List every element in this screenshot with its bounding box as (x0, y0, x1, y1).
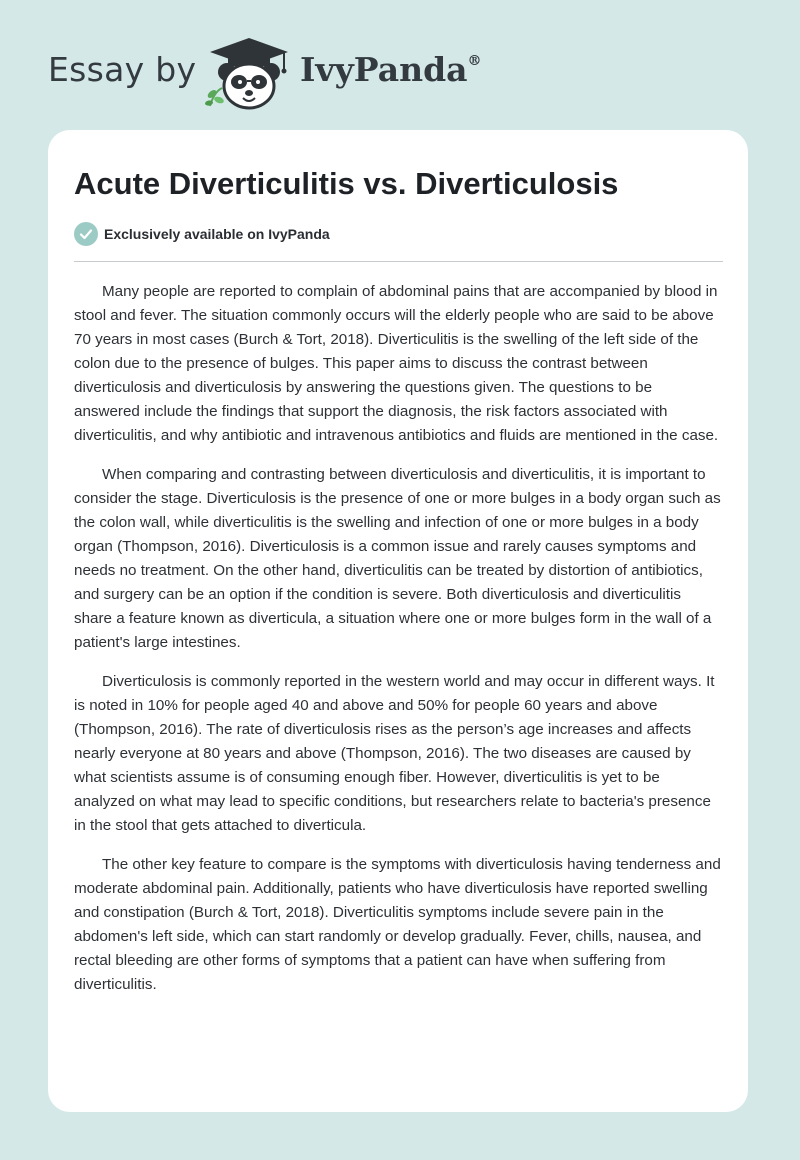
site-header (0, 0, 800, 130)
brand-name[interactable] (300, 50, 482, 89)
essay-body (74, 280, 722, 1012)
page-title: Acute Diverticulitis vs. Diverticulosis (74, 166, 619, 201)
paragraph: The other key feature to compare is the symptoms with diverticulosis having tenderness and moderate abdominal pain. Additionally, patients who have diverticulosis have reported swelling and constipation (Burch & Tort, 2018). Diverticulitis symptoms include severe pain in the abdomen's left side, which can start randomly or develop gradually. Fever, chills, nausea, and rectal bleeding are other forms of symptoms that a patient can have when suffering from diverticulitis. (74, 856, 721, 993)
divider (74, 261, 723, 262)
paragraph: When comparing and contrasting between diverticulosis and diverticulitis, it is important to consider the stage. Diverticulosis is the presence of one or more bulges in a body organ such as the colon wall, while diverticulitis is the swelling and infection of one or more bulges in a body organ (Thompson, 2016). Diverticulosis is a common issue and rarely causes symptoms and needs no treatment. On the other hand, diverticulitis can be treated by distortion of antibiotics, and surgery can be an option if the condition is severe. Both diverticulosis and diverticulitis share a feature known as diverticula, a situation where one or more bulges form in the wall of a patient's large intestines. (74, 466, 721, 651)
brand-name-text: IvyPanda (300, 50, 468, 89)
essay-card (48, 130, 748, 1112)
registered-mark: ® (467, 53, 482, 69)
essay-by-label: Essay by (48, 50, 197, 89)
exclusive-badge-label: Exclusively available on IvyPanda (104, 226, 330, 242)
checkmark-icon (74, 222, 98, 246)
ivypanda-logo-icon[interactable] (200, 36, 298, 110)
paragraph: Many people are reported to complain of abdominal pains that are accompanied by blood in stool and fever. The situation commonly occurs will the elderly people who are said to be above 70 years in most cases (Burch & Tort, 2018). Diverticulitis is the swelling of the left side of the colon due to the presence of bulges. This paper aims to discuss the contrast between diverticulosis and diverticulosis by answering the questions given. The questions to be answered include the findings that support the diagnosis, the risk factors associated with diverticulitis, and why antibiotic and intravenous antibiotics and fluids are mentioned in the case. (74, 283, 719, 444)
exclusive-badge (74, 222, 330, 246)
paragraph: Diverticulosis is commonly reported in the western world and may occur in different ways. It is noted in 10% for people aged 40 and above and 50% for people 60 years and above (Thompson, 2016). The rate of diverticulosis rises as the person’s age increases and affects nearly everyone at 80 years and above (Thompson, 2016). The two diseases are caused by what scientists assume is of consuming enough fiber. However, diverticulitis is yet to be analyzed on what may lead to specific conditions, but researchers relate to bacteria's presence in the stool that gets attached to diverticula. (74, 673, 715, 834)
